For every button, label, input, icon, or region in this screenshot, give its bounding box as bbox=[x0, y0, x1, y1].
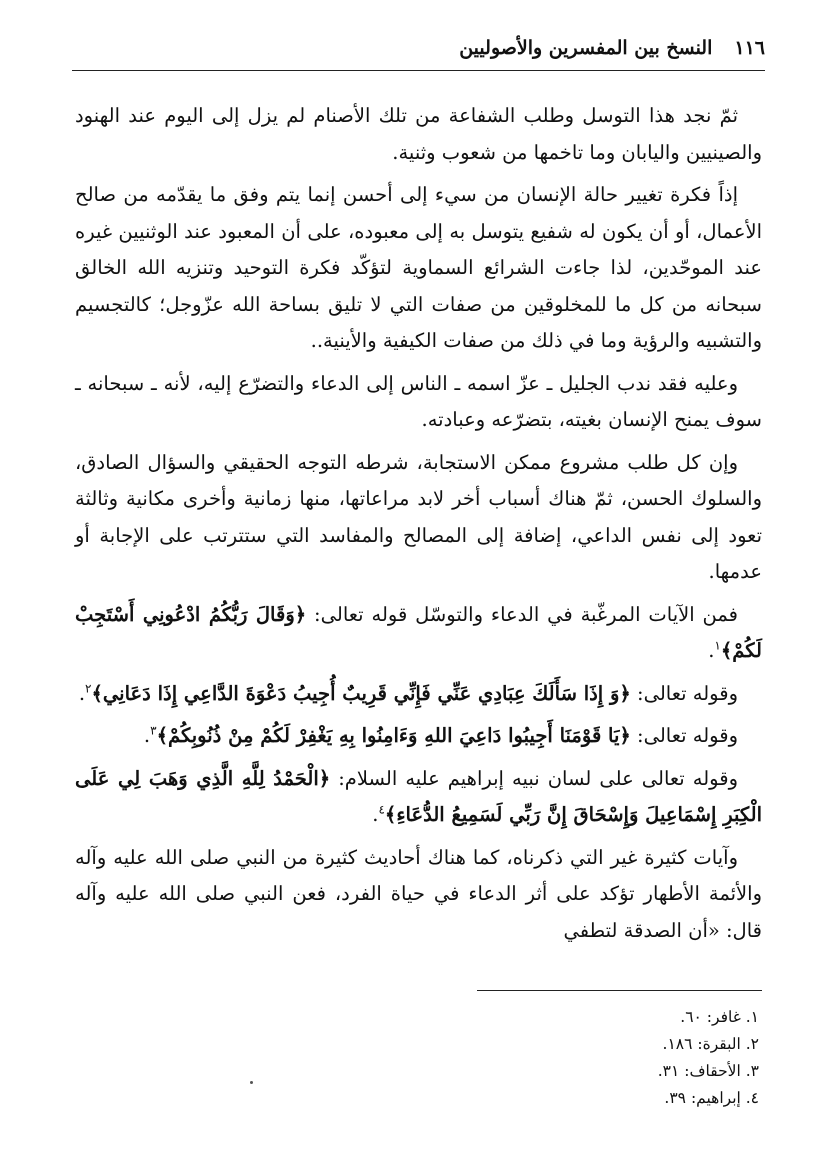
closing-paragraph: وآيات كثيرة غير التي ذكرناه، كما هناك أحاديث كثيرة من النبي صلى الله عليه وآله والأئمة الأطهار تؤكد على أثر الدعاء في حياة الفرد، فعن النبي صلى الله عليه وآله قال: «أن الصدقة لتطفي bbox=[75, 845, 762, 942]
punctuation: . bbox=[708, 639, 715, 662]
footnote-1: ١. غافر: ٦٠. bbox=[680, 1008, 759, 1026]
verse-1 bbox=[75, 597, 762, 670]
verse-intro: وقوله تعالى: bbox=[630, 681, 738, 705]
footnote-marker: ٣ bbox=[150, 723, 157, 738]
footnote-marker: ٢ bbox=[85, 681, 92, 695]
footnote-2: ٢. البقرة: ١٨٦. bbox=[662, 1035, 759, 1053]
page-number: ١١٦ bbox=[734, 37, 765, 59]
verse-intro: وقوله تعالى على لسان نبيه إبراهيم عليه السلام: bbox=[330, 766, 738, 790]
footnotes bbox=[300, 1004, 759, 1112]
quran-verse: ﴿وَ إِذَا سَأَلَكَ عِبَادِي عَنِّي فَإِنِّي قَرِيبٌ أُجِيبُ دَعْوَةَ الدَّاعِي إِذَا دَعَانِي﴾ bbox=[91, 681, 631, 705]
verse-intro: فمن الآيات المرغّبة في الدعاء والتوسّل قوله تعالى: bbox=[306, 602, 738, 626]
footnote-marker: ٤ bbox=[378, 802, 385, 817]
print-speck bbox=[250, 1081, 253, 1084]
punctuation: . bbox=[143, 724, 151, 747]
quran-verse: ﴿الْحَمْدُ لِلَّهِ الَّذِي وَهَبَ لِي عَلَى الْكِبَرِ إِسْمَاعِيلَ وَإِسْحَاقَ إِنَّ رَبِّي لَسَمِيعُ الدُّعَاءِ﴾ bbox=[75, 766, 762, 826]
page-header bbox=[72, 30, 765, 71]
quran-verse: ﴿يَا قَوْمَنَا أَجِيبُوا دَاعِيَ اللهِ وَءَامِنُوا بِهِ يَغْفِرْ لَكُمْ مِنْ ذُنُوبِكُمْ﴾ bbox=[156, 724, 631, 747]
verse-3 bbox=[75, 718, 762, 755]
footnote-3: ٣. الأحقاف: ٣١. bbox=[657, 1062, 759, 1080]
punctuation: . bbox=[78, 681, 86, 705]
verse-intro: وقوله تعالى: bbox=[630, 724, 738, 747]
punctuation: . bbox=[372, 803, 379, 826]
verse-4 bbox=[75, 761, 762, 834]
verse-2 bbox=[75, 676, 762, 713]
running-title: النسخ بين المفسرين والأصوليين bbox=[459, 37, 713, 59]
footnote-marker: ١ bbox=[714, 638, 721, 653]
quran-verse: ﴿وَقَالَ رَبُّكُمُ ادْعُونِي أَسْتَجِبْ لَكُمْ﴾ bbox=[75, 602, 762, 662]
main-text bbox=[75, 98, 762, 955]
paragraph-1: ثمّ نجد هذا التوسل وطلب الشفاعة من تلك الأصنام لم يزل إلى اليوم عند الهنود والصينيين واليابان وما تاخمها من شعوب وثنية. bbox=[75, 104, 762, 164]
paragraph-4: وإن كل طلب مشروع ممكن الاستجابة، شرطه التوجه الحقيقي والسؤال الصادق، والسلوك الحسن، ثمّ هناك أسباب أخر لابد مراعاتها، منها زمانية وأخرى مكانية وثالثة تعود إلى نفس الداعي، إضافة إلى المصالح والمفاسد التي ستترتب على الإجابة أو عدمها. bbox=[75, 450, 762, 583]
paragraph-3: وعليه فقد ندب الجليل ـ عزّ اسمه ـ الناس إلى الدعاء والتضرّع إليه، لأنه ـ سبحانه ـ سوف يمنح الإنسان بغيته، بتضرّعه وعبادته. bbox=[75, 371, 762, 431]
footnote-4: ٤. إبراهيم: ٣٩. bbox=[664, 1089, 759, 1107]
paragraph-2: إذاً فكرة تغيير حالة الإنسان من سيء إلى أحسن إنما يتم وفق ما يقدّمه من صالح الأعمال، أو أن يكون له شفيع يتوسل به إلى معبوده، على أن المعبود عند الوثنيين غيره عند الموحّدين، لذا جاءت الشرائع السماوية لتؤكّد فكرة التوحيد وتنزيه الله الخالق سبحانه من كل ما للمخلوقين من صفات التي لا تليق بساحة الله عزّوجل؛ كالتجسيم والتشبيه والرؤية وما في ذلك من صفات الكيفية والأينية.. bbox=[75, 183, 762, 352]
footnote-separator bbox=[477, 990, 762, 991]
